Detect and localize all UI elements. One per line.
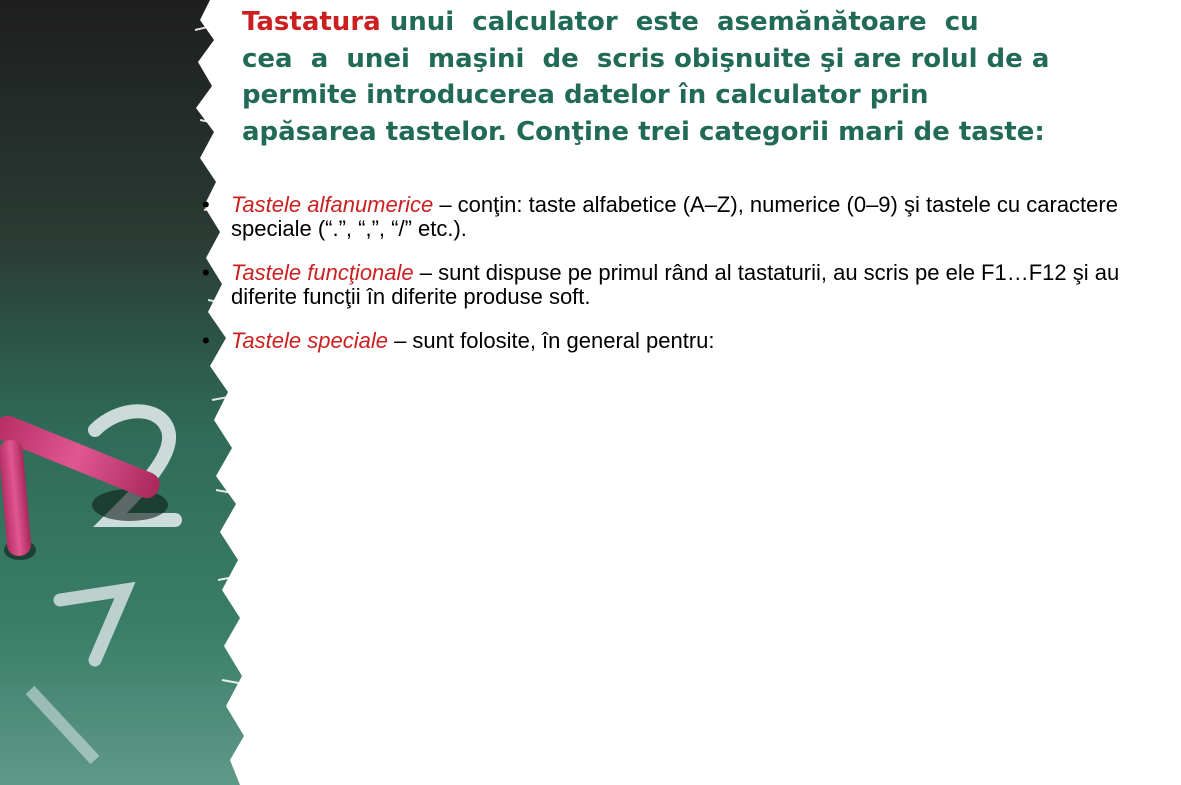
term-alphanumeric: Tastele alfanumerice <box>231 192 434 217</box>
description-alphanumeric: – conţin: taste alfabetice (A–Z), numerice (0–9) şi tastele cu caractere speciale (“.”, “,”, “/” etc.). <box>231 192 1118 241</box>
bullet-marker: • <box>202 328 210 353</box>
bullet-marker: • <box>202 192 210 217</box>
bullet-marker: • <box>202 260 210 285</box>
intro-paragraph <box>242 4 1172 150</box>
intro-line-1: unui calculator este asemănătoare cu <box>380 7 979 37</box>
intro-line-3: permite introducerea datelor în calculator prin <box>242 80 929 110</box>
description-special: – sunt folosite, în general pentru: <box>387 328 715 353</box>
term-functional: Tastele funcţionale <box>231 260 414 285</box>
key-category-list <box>200 193 1175 373</box>
list-item-functional <box>200 261 1175 309</box>
intro-line-4: apăsarea tastelor. Conţine trei categorii mari de taste: <box>242 116 1045 147</box>
intro-highlight-word: Tastatura <box>242 7 381 37</box>
intro-line-2: cea a unei maşini de scris obişnuite şi are rolul de a <box>242 43 1050 74</box>
term-special: Tastele speciale <box>231 328 388 353</box>
list-item-special <box>200 329 1175 353</box>
description-functional: – sunt dispuse pe primul rând al tastaturii, au scris pe ele F1…F12 şi au diferite funcţii în diferite produse soft. <box>231 260 1120 309</box>
list-item-alphanumeric <box>200 193 1175 241</box>
chalkboard-decoration <box>0 0 250 785</box>
